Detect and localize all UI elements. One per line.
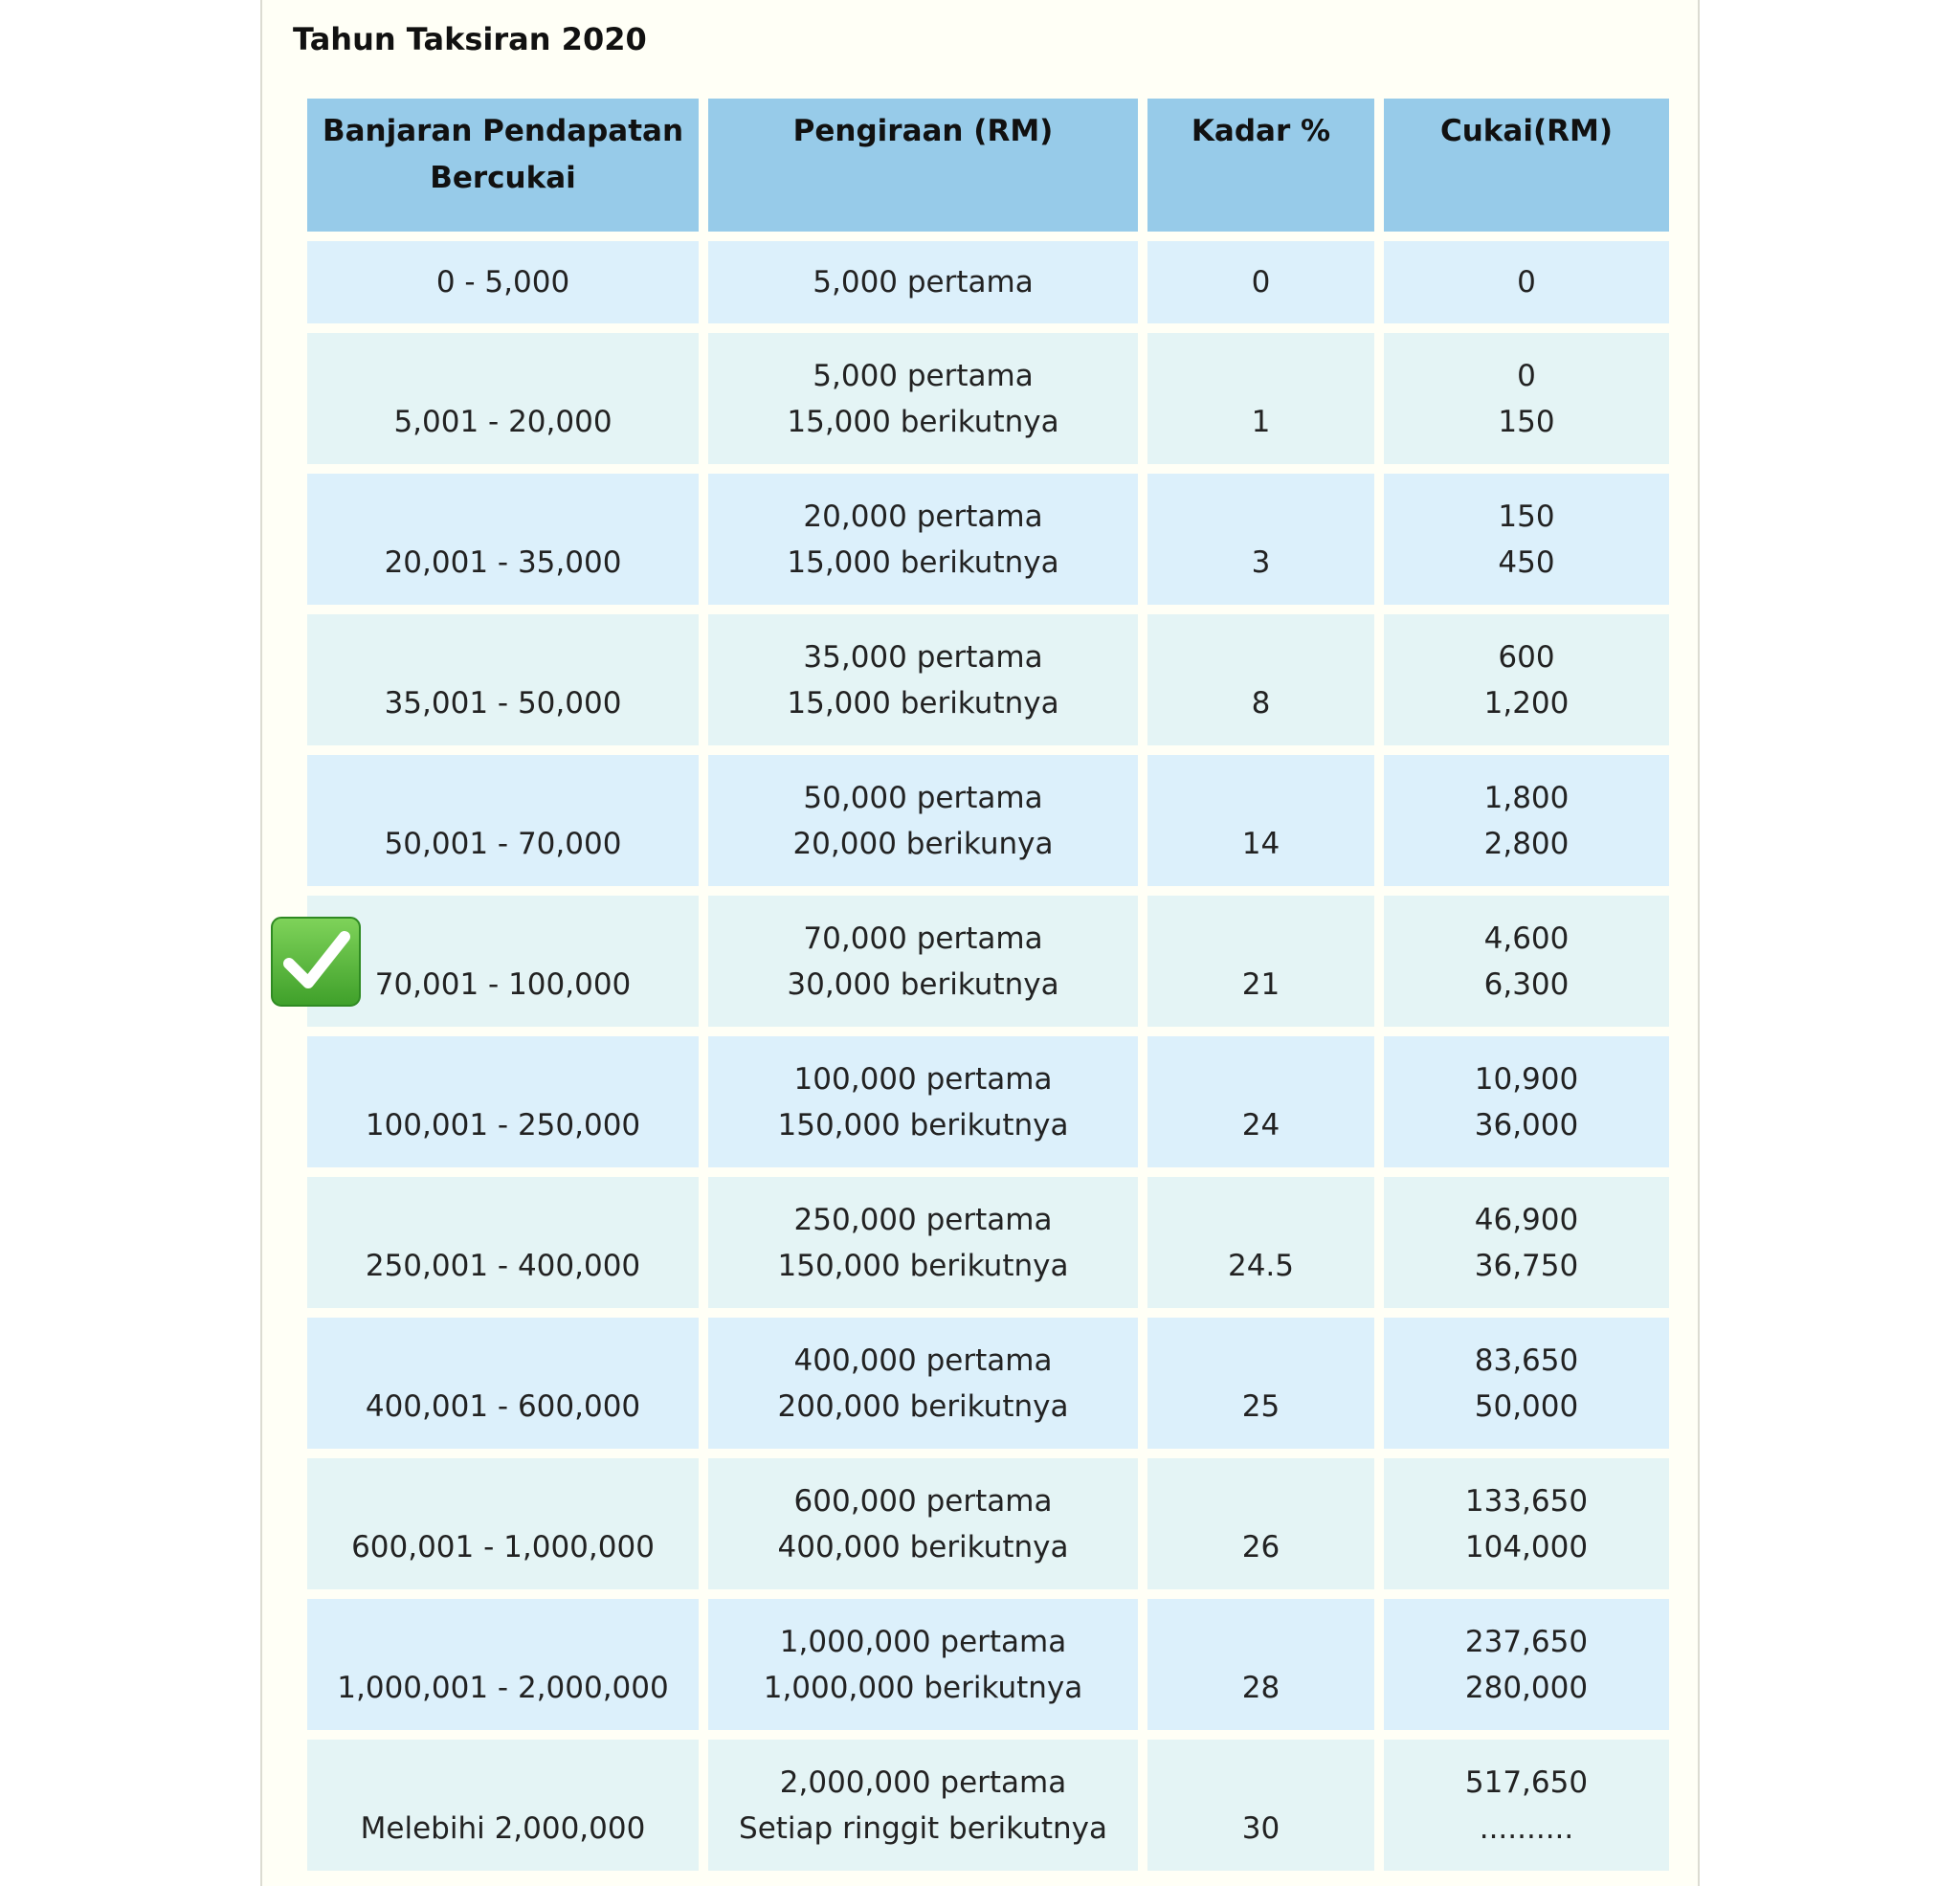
rate-cell: 21 [1147,896,1374,1027]
tax-line: 4,600 [1483,921,1570,956]
calculation-line: 150,000 berikutnya [777,1248,1069,1283]
table-row [307,333,1669,464]
tax-line: 36,000 [1474,1107,1579,1143]
rate-cell: 8 [1147,614,1374,745]
calculation-cell [708,896,1138,1027]
bracket-cell: 1,000,001 - 2,000,000 [307,1599,699,1730]
rate-cell: 25 [1147,1318,1374,1449]
table-row [307,614,1669,745]
table-row [307,1318,1669,1449]
header-calculation: Pengiraan (RM) [708,99,1138,232]
rate-cell: 3 [1147,474,1374,605]
calculation-cell [708,333,1138,464]
bracket-cell: 35,001 - 50,000 [307,614,699,745]
rate-cell: 24 [1147,1036,1374,1167]
table-row [307,241,1669,323]
rate-cell: 30 [1147,1740,1374,1871]
bracket-cell: 250,001 - 400,000 [307,1177,699,1308]
table-row [307,755,1669,886]
tax-line: 1,200 [1483,685,1570,721]
bracket-cell: 70,001 - 100,000 [307,896,699,1027]
calculation-cell [708,1740,1138,1871]
tax-line: 237,650 [1464,1624,1589,1659]
calculation-line: 100,000 pertama [793,1061,1053,1097]
calculation-line: 15,000 berikutnya [787,685,1059,721]
tax-cell [1384,1458,1669,1589]
table-row [307,896,1669,1027]
tax-line: 10,900 [1474,1061,1579,1097]
calculation-line: 70,000 pertama [803,921,1043,956]
tax-cell [1384,755,1669,886]
rate-cell: 1 [1147,333,1374,464]
calculation-line: 1,000,000 pertama [779,1624,1067,1659]
tax-line: 2,800 [1483,826,1570,861]
tax-line: 150 [1498,499,1555,534]
table-row [307,1036,1669,1167]
tax-line: 0 [1517,265,1536,300]
calculation-line: 5,000 pertama [813,358,1034,393]
tax-line: 150 [1498,404,1555,439]
table-body [307,241,1669,1871]
calculation-line: Setiap ringgit berikutnya [739,1810,1107,1846]
bracket-cell: 50,001 - 70,000 [307,755,699,886]
calculation-line: 20,000 berikunya [792,826,1054,861]
tax-line: 133,650 [1464,1483,1589,1519]
bracket-cell: 100,001 - 250,000 [307,1036,699,1167]
tax-cell [1384,241,1669,323]
tax-line: 104,000 [1464,1529,1589,1564]
tax-line: 46,900 [1474,1202,1579,1237]
header-tax: Cukai(RM) [1384,99,1669,232]
calculation-line: 1,000,000 berikutnya [763,1670,1083,1705]
calculation-cell [708,1458,1138,1589]
bracket-cell: 5,001 - 20,000 [307,333,699,464]
calculation-line: 400,000 pertama [793,1342,1053,1378]
tax-line: 517,650 [1464,1764,1589,1800]
table-row [307,1177,1669,1308]
tax-cell [1384,896,1669,1027]
tax-line: 280,000 [1464,1670,1589,1705]
tax-line: 50,000 [1474,1388,1579,1424]
check-mark-icon [270,916,362,1008]
tax-cell [1384,1740,1669,1871]
tax-rate-table [298,89,1679,1880]
tax-line: 36,750 [1474,1248,1579,1283]
tax-line: .......... [1479,1810,1574,1846]
calculation-cell [708,241,1138,323]
rate-cell: 24.5 [1147,1177,1374,1308]
bracket-cell: 400,001 - 600,000 [307,1318,699,1449]
tax-cell [1384,474,1669,605]
calculation-cell [708,1599,1138,1730]
table-row [307,1458,1669,1589]
calculation-cell [708,614,1138,745]
tax-line: 450 [1498,544,1555,580]
calculation-line: 35,000 pertama [803,639,1043,675]
tax-cell [1384,1036,1669,1167]
calculation-line: 15,000 berikutnya [787,404,1059,439]
calculation-line: 20,000 pertama [803,499,1043,534]
tax-line: 600 [1498,639,1555,675]
bracket-cell: 600,001 - 1,000,000 [307,1458,699,1589]
calculation-line: 250,000 pertama [793,1202,1053,1237]
calculation-line: 150,000 berikutnya [777,1107,1069,1143]
header-bracket: Banjaran Pendapatan Bercukai [307,99,699,232]
page-title: Tahun Taksiran 2020 [293,21,647,57]
tax-cell [1384,1177,1669,1308]
bracket-cell: 0 - 5,000 [307,241,699,323]
rate-cell: 0 [1147,241,1374,323]
table-row [307,474,1669,605]
calculation-line: 600,000 pertama [793,1483,1053,1519]
rate-cell: 26 [1147,1458,1374,1589]
calculation-line: 5,000 pertama [813,265,1034,300]
rate-cell: 14 [1147,755,1374,886]
calculation-cell [708,755,1138,886]
tax-line: 1,800 [1483,780,1570,815]
calculation-cell [708,1036,1138,1167]
tax-line: 83,650 [1474,1342,1579,1378]
calculation-cell [708,1177,1138,1308]
bracket-cell: 20,001 - 35,000 [307,474,699,605]
calculation-line: 15,000 berikutnya [787,544,1059,580]
tax-cell [1384,614,1669,745]
tax-cell [1384,1599,1669,1730]
table-header-row [307,99,1669,232]
calculation-line: 30,000 berikutnya [787,966,1059,1002]
calculation-cell [708,474,1138,605]
calculation-line: 200,000 berikutnya [777,1388,1069,1424]
bracket-cell: Melebihi 2,000,000 [307,1740,699,1871]
tax-cell [1384,333,1669,464]
calculation-line: 400,000 berikutnya [777,1529,1069,1564]
tax-cell [1384,1318,1669,1449]
rate-cell: 28 [1147,1599,1374,1730]
table-row [307,1599,1669,1730]
tax-line: 6,300 [1483,966,1570,1002]
table-row [307,1740,1669,1871]
calculation-line: 50,000 pertama [803,780,1043,815]
calculation-line: 2,000,000 pertama [779,1764,1067,1800]
header-rate: Kadar % [1147,99,1374,232]
calculation-cell [708,1318,1138,1449]
tax-line: 0 [1517,358,1536,393]
